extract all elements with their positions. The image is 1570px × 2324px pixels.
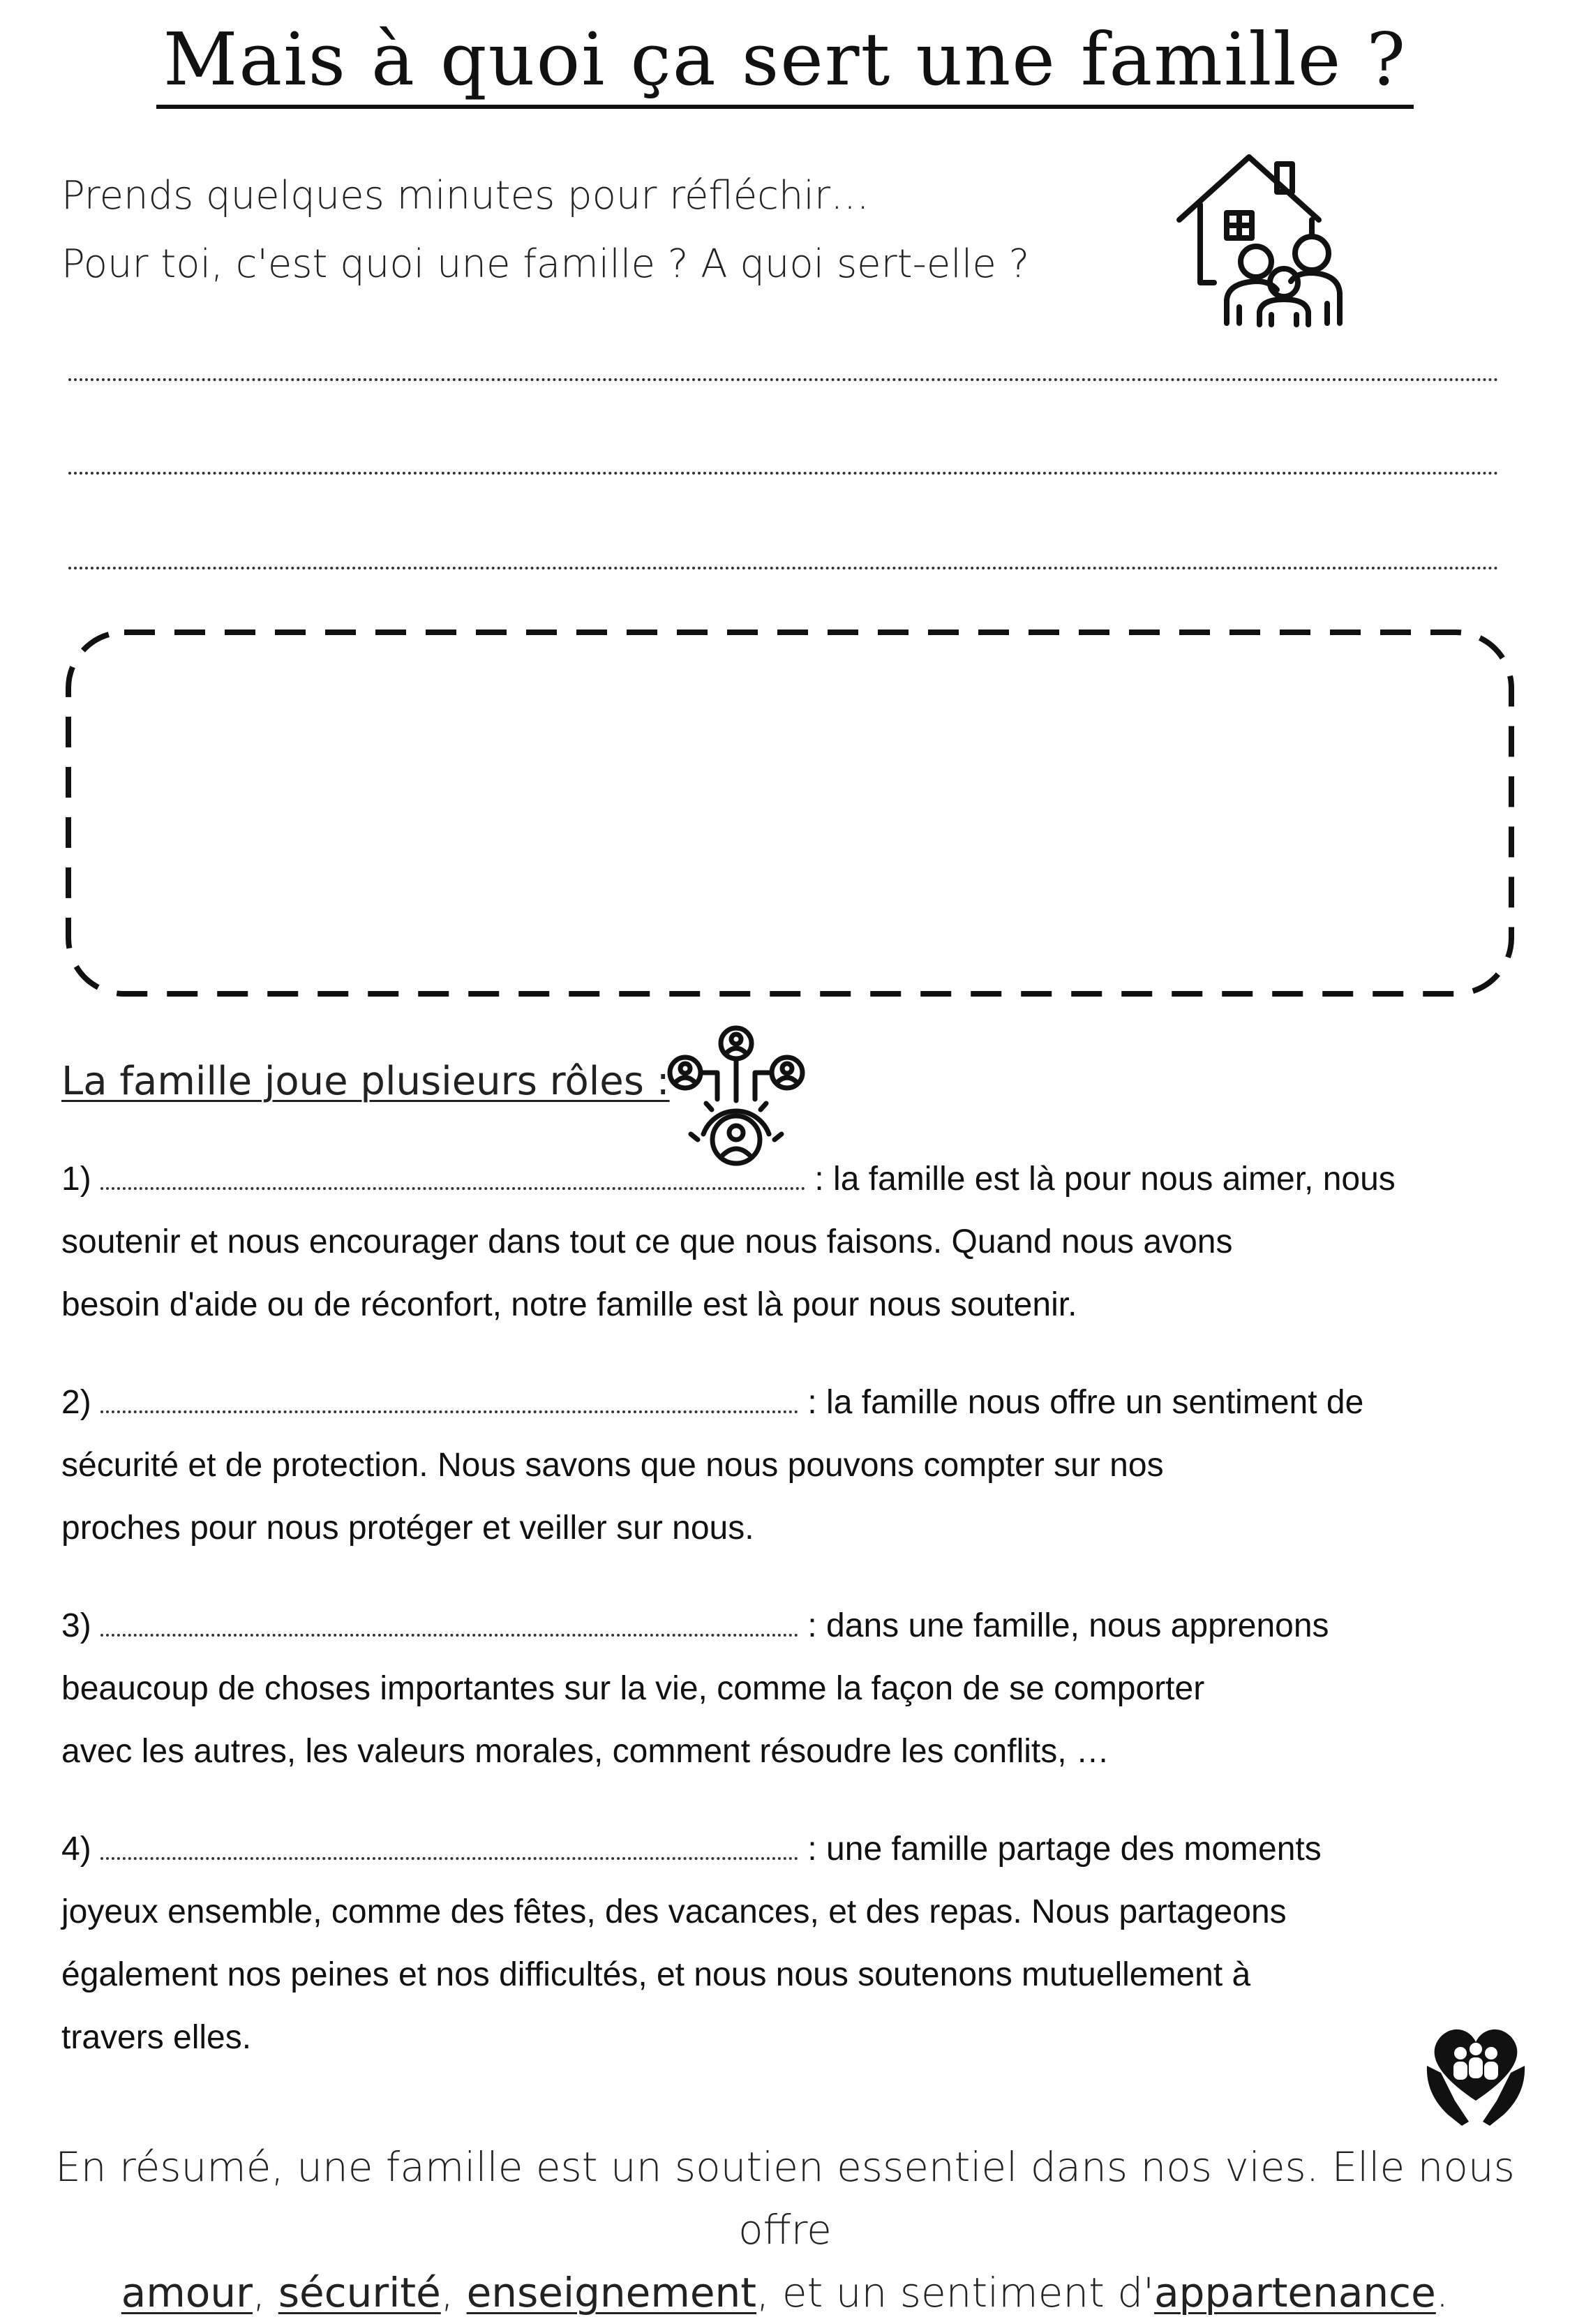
summary-line-2: [42, 2261, 1528, 2324]
role-item-1: [61, 1148, 1513, 1336]
role-text: avec les autres, les valeurs morales, comment résoudre les conflits, …: [61, 1733, 1109, 1770]
role-text: travers elles.: [61, 2019, 252, 2056]
intro-line-2: Pour toi, c'est quoi une famille ? A quoi sert-elle ?: [61, 241, 1030, 287]
roles-heading: La famille joue plusieurs rôles :: [61, 1059, 670, 1104]
answer-line-2[interactable]: [68, 472, 1499, 475]
hands-heart-family-icon: [1420, 2017, 1532, 2129]
dashed-drawing-box[interactable]: [64, 628, 1516, 998]
role-text-first: : la famille est là pour nous aimer, nous: [814, 1161, 1396, 1198]
summary: [42, 2136, 1528, 2324]
role-blank-2[interactable]: [100, 1383, 798, 1413]
role-number: 3): [61, 1607, 91, 1644]
keyword-enseignement: enseignement: [466, 2269, 757, 2316]
role-blank-1[interactable]: [100, 1159, 805, 1190]
role-number: 2): [61, 1384, 91, 1421]
role-item-4: [61, 1818, 1513, 2069]
role-text: également nos peines et nos difficultés, et nous nous soutenons mutuellement à: [61, 1956, 1251, 1993]
role-item-2: [61, 1371, 1513, 1560]
summary-line-1: En résumé, une famille est un soutien essentiel dans nos vies. Elle nous offre: [55, 2143, 1515, 2254]
role-text: soutenir et nous encourager dans tout ce que nous faisons. Quand nous avons: [61, 1223, 1233, 1260]
role-text-first: : une famille partage des moments: [807, 1831, 1322, 1868]
role-text: joyeux ensemble, comme des fêtes, des vacances, et des repas. Nous partageons: [61, 1893, 1287, 1930]
role-number: 1): [61, 1161, 91, 1198]
summary-end: .: [1435, 2269, 1449, 2316]
role-blank-4[interactable]: [100, 1829, 798, 1860]
summary-middle-text: , et un sentiment d': [756, 2269, 1155, 2316]
keyword-appartenance: appartenance: [1154, 2269, 1436, 2316]
role-text: beaucoup de choses importantes sur la vie, comme la façon de se comporter: [61, 1670, 1205, 1707]
summary-separator: ,: [440, 2269, 467, 2316]
answer-line-3[interactable]: [68, 567, 1499, 569]
house-family-icon: [1172, 150, 1354, 332]
keyword-securite: sécurité: [278, 2269, 441, 2316]
role-item-3: [61, 1595, 1513, 1783]
intro-line-1: Prends quelques minutes pour réfléchir…: [61, 173, 870, 218]
role-blank-3[interactable]: [100, 1606, 798, 1637]
answer-line-1[interactable]: [68, 378, 1499, 381]
summary-separator: ,: [252, 2269, 278, 2316]
role-text: besoin d'aide ou de réconfort, notre famille est là pour nous soutenir.: [61, 1286, 1077, 1323]
role-text: sécurité et de protection. Nous savons que nous pouvons compter sur nos: [61, 1447, 1164, 1484]
role-text-first: : la famille nous offre un sentiment de: [807, 1384, 1364, 1421]
role-text-first: : dans une famille, nous apprenons: [807, 1607, 1329, 1644]
keyword-amour: amour: [121, 2269, 253, 2316]
role-number: 4): [61, 1831, 91, 1868]
role-text: proches pour nous protéger et veiller sur nous.: [61, 1510, 754, 1547]
page-title: Mais à quoi ça sert une famille ?: [0, 14, 1570, 105]
